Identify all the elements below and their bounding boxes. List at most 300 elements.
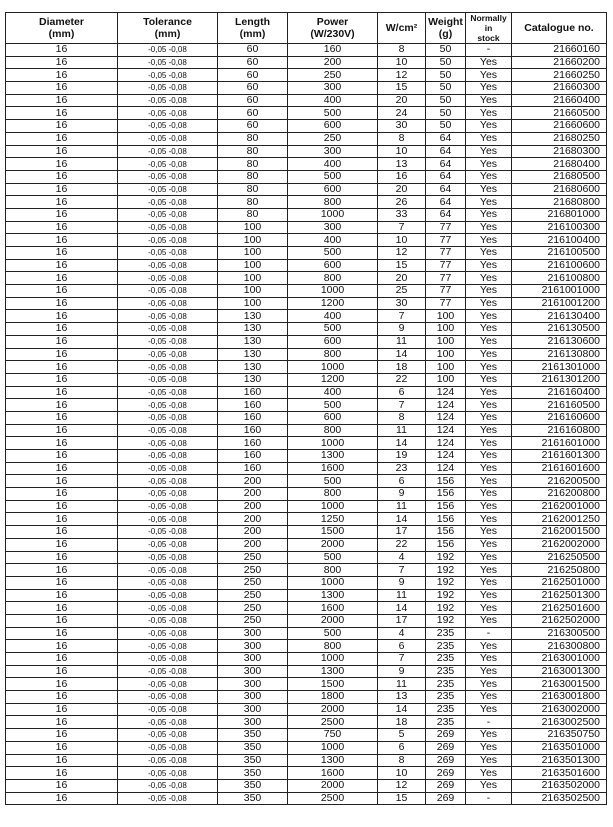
header-stock: Normally in stock	[466, 13, 512, 44]
wcm2-cell: 11	[378, 589, 426, 602]
stock-cell: Yes	[466, 323, 512, 336]
length-cell: 80	[218, 183, 288, 196]
wcm2-cell: 20	[378, 94, 426, 107]
catalogue-cell: 216250800	[512, 564, 607, 577]
tolerance-cell: -0,05 -0,08	[118, 221, 218, 234]
diameter-cell: 16	[6, 69, 118, 82]
length-cell: 300	[218, 665, 288, 678]
stock-cell: Yes	[466, 640, 512, 653]
length-cell: 80	[218, 132, 288, 145]
stock-cell: Yes	[466, 247, 512, 260]
diameter-cell: 16	[6, 665, 118, 678]
wcm2-cell: 12	[378, 247, 426, 260]
header-weight: Weight (g)	[426, 13, 466, 44]
tolerance-cell: -0,05 -0,08	[118, 640, 218, 653]
stock-cell: Yes	[466, 69, 512, 82]
stock-cell: Yes	[466, 107, 512, 120]
table-row	[6, 170, 607, 183]
stock-cell: Yes	[466, 399, 512, 412]
power-cell: 600	[288, 259, 378, 272]
table-row	[6, 475, 607, 488]
tolerance-cell: -0,05 -0,08	[118, 653, 218, 666]
catalogue-cell: 216200500	[512, 475, 607, 488]
diameter-cell: 16	[6, 323, 118, 336]
wcm2-cell: 6	[378, 475, 426, 488]
wcm2-cell: 7	[378, 399, 426, 412]
tolerance-cell: -0,05 -0,08	[118, 627, 218, 640]
table-row	[6, 627, 607, 640]
power-cell: 500	[288, 551, 378, 564]
length-cell: 200	[218, 488, 288, 501]
weight-cell: 124	[426, 386, 466, 399]
catalogue-cell: 21680800	[512, 196, 607, 209]
tolerance-cell: -0,05 -0,08	[118, 488, 218, 501]
catalogue-cell: 21660300	[512, 82, 607, 95]
tolerance-cell: -0,05 -0,08	[118, 703, 218, 716]
wcm2-cell: 22	[378, 538, 426, 551]
wcm2-cell: 17	[378, 614, 426, 627]
weight-cell: 156	[426, 538, 466, 551]
length-cell: 100	[218, 234, 288, 247]
catalogue-cell: 216160600	[512, 411, 607, 424]
length-cell: 350	[218, 767, 288, 780]
catalogue-cell: 2163002000	[512, 703, 607, 716]
header-tolerance: Tolerance (mm)	[118, 13, 218, 44]
length-cell: 300	[218, 703, 288, 716]
header-power: Power (W/230V)	[288, 13, 378, 44]
stock-cell: -	[466, 44, 512, 57]
table-row	[6, 221, 607, 234]
table-row	[6, 196, 607, 209]
power-cell: 400	[288, 94, 378, 107]
catalogue-cell: 21660600	[512, 120, 607, 133]
diameter-cell: 16	[6, 183, 118, 196]
power-cell: 500	[288, 170, 378, 183]
power-cell: 1200	[288, 297, 378, 310]
weight-cell: 156	[426, 500, 466, 513]
catalogue-cell: 21680600	[512, 183, 607, 196]
length-cell: 80	[218, 158, 288, 171]
tolerance-cell: -0,05 -0,08	[118, 323, 218, 336]
length-cell: 60	[218, 94, 288, 107]
diameter-cell: 16	[6, 551, 118, 564]
diameter-cell: 16	[6, 589, 118, 602]
catalogue-cell: 2163501300	[512, 754, 607, 767]
power-cell: 500	[288, 627, 378, 640]
table-row	[6, 513, 607, 526]
diameter-cell: 16	[6, 399, 118, 412]
stock-cell: Yes	[466, 653, 512, 666]
stock-cell: Yes	[466, 310, 512, 323]
weight-cell: 77	[426, 221, 466, 234]
catalogue-cell: 2162501000	[512, 576, 607, 589]
wcm2-cell: 4	[378, 551, 426, 564]
weight-cell: 64	[426, 170, 466, 183]
length-cell: 100	[218, 285, 288, 298]
catalogue-cell: 2162001000	[512, 500, 607, 513]
length-cell: 300	[218, 627, 288, 640]
diameter-cell: 16	[6, 132, 118, 145]
table-row	[6, 272, 607, 285]
header-row	[6, 13, 607, 44]
weight-cell: 192	[426, 576, 466, 589]
tolerance-cell: -0,05 -0,08	[118, 285, 218, 298]
weight-cell: 124	[426, 411, 466, 424]
weight-cell: 269	[426, 741, 466, 754]
diameter-cell: 16	[6, 437, 118, 450]
tolerance-cell: -0,05 -0,08	[118, 69, 218, 82]
weight-cell: 235	[426, 716, 466, 729]
table-row	[6, 399, 607, 412]
weight-cell: 77	[426, 297, 466, 310]
tolerance-cell: -0,05 -0,08	[118, 234, 218, 247]
table-row	[6, 653, 607, 666]
stock-cell: Yes	[466, 779, 512, 792]
length-cell: 80	[218, 208, 288, 221]
catalogue-cell: 2163002500	[512, 716, 607, 729]
wcm2-cell: 18	[378, 361, 426, 374]
power-cell: 2500	[288, 716, 378, 729]
wcm2-cell: 22	[378, 373, 426, 386]
table-row	[6, 247, 607, 260]
diameter-cell: 16	[6, 538, 118, 551]
length-cell: 200	[218, 475, 288, 488]
stock-cell: Yes	[466, 183, 512, 196]
length-cell: 350	[218, 779, 288, 792]
tolerance-cell: -0,05 -0,08	[118, 792, 218, 805]
power-cell: 250	[288, 69, 378, 82]
power-cell: 2000	[288, 614, 378, 627]
tolerance-cell: -0,05 -0,08	[118, 247, 218, 260]
diameter-cell: 16	[6, 411, 118, 424]
catalogue-cell: 216100400	[512, 234, 607, 247]
diameter-cell: 16	[6, 145, 118, 158]
catalogue-cell: 21660250	[512, 69, 607, 82]
table-row	[6, 678, 607, 691]
weight-cell: 64	[426, 208, 466, 221]
tolerance-cell: -0,05 -0,08	[118, 729, 218, 742]
length-cell: 160	[218, 462, 288, 475]
tolerance-cell: -0,05 -0,08	[118, 82, 218, 95]
table-row	[6, 297, 607, 310]
weight-cell: 100	[426, 310, 466, 323]
weight-cell: 156	[426, 488, 466, 501]
diameter-cell: 16	[6, 526, 118, 539]
table-row	[6, 158, 607, 171]
diameter-cell: 16	[6, 361, 118, 374]
stock-cell: Yes	[466, 259, 512, 272]
stock-cell: Yes	[466, 437, 512, 450]
table-row	[6, 183, 607, 196]
diameter-cell: 16	[6, 729, 118, 742]
length-cell: 160	[218, 450, 288, 463]
power-cell: 300	[288, 145, 378, 158]
catalogue-cell: 21680500	[512, 170, 607, 183]
weight-cell: 100	[426, 373, 466, 386]
power-cell: 200	[288, 56, 378, 69]
length-cell: 250	[218, 614, 288, 627]
stock-cell: Yes	[466, 373, 512, 386]
weight-cell: 50	[426, 56, 466, 69]
weight-cell: 100	[426, 323, 466, 336]
wcm2-cell: 10	[378, 145, 426, 158]
header-length: Length (mm)	[218, 13, 288, 44]
length-cell: 160	[218, 424, 288, 437]
power-cell: 500	[288, 107, 378, 120]
catalogue-cell: 216100500	[512, 247, 607, 260]
power-cell: 800	[288, 348, 378, 361]
wcm2-cell: 30	[378, 120, 426, 133]
tolerance-cell: -0,05 -0,08	[118, 538, 218, 551]
weight-cell: 124	[426, 450, 466, 463]
tolerance-cell: -0,05 -0,08	[118, 56, 218, 69]
table-row	[6, 754, 607, 767]
catalogue-cell: 2161601600	[512, 462, 607, 475]
weight-cell: 235	[426, 627, 466, 640]
weight-cell: 156	[426, 513, 466, 526]
catalogue-cell: 216300500	[512, 627, 607, 640]
power-cell: 400	[288, 234, 378, 247]
wcm2-cell: 10	[378, 767, 426, 780]
catalogue-cell: 2163501600	[512, 767, 607, 780]
diameter-cell: 16	[6, 386, 118, 399]
stock-cell: Yes	[466, 513, 512, 526]
stock-cell: Yes	[466, 386, 512, 399]
table-row	[6, 120, 607, 133]
weight-cell: 100	[426, 348, 466, 361]
length-cell: 80	[218, 196, 288, 209]
catalogue-cell: 216200800	[512, 488, 607, 501]
stock-cell: Yes	[466, 526, 512, 539]
stock-cell: Yes	[466, 132, 512, 145]
diameter-cell: 16	[6, 373, 118, 386]
table-row	[6, 741, 607, 754]
stock-cell: Yes	[466, 551, 512, 564]
table-row	[6, 335, 607, 348]
weight-cell: 235	[426, 678, 466, 691]
table-row	[6, 602, 607, 615]
power-cell: 500	[288, 247, 378, 260]
catalogue-cell: 216100800	[512, 272, 607, 285]
stock-cell: Yes	[466, 285, 512, 298]
table-row	[6, 44, 607, 57]
power-cell: 1600	[288, 767, 378, 780]
wcm2-cell: 14	[378, 348, 426, 361]
wcm2-cell: 11	[378, 678, 426, 691]
tolerance-cell: -0,05 -0,08	[118, 500, 218, 513]
catalogue-cell: 216130400	[512, 310, 607, 323]
power-cell: 2000	[288, 703, 378, 716]
length-cell: 100	[218, 221, 288, 234]
diameter-cell: 16	[6, 754, 118, 767]
wcm2-cell: 8	[378, 132, 426, 145]
stock-cell: Yes	[466, 450, 512, 463]
catalogue-cell: 216300800	[512, 640, 607, 653]
weight-cell: 124	[426, 424, 466, 437]
wcm2-cell: 9	[378, 488, 426, 501]
table-row	[6, 56, 607, 69]
catalogue-cell: 21680300	[512, 145, 607, 158]
table-row	[6, 82, 607, 95]
length-cell: 80	[218, 170, 288, 183]
length-cell: 250	[218, 551, 288, 564]
catalogue-cell: 216250500	[512, 551, 607, 564]
diameter-cell: 16	[6, 627, 118, 640]
table-row	[6, 779, 607, 792]
table-row	[6, 107, 607, 120]
tolerance-cell: -0,05 -0,08	[118, 145, 218, 158]
weight-cell: 124	[426, 462, 466, 475]
power-cell: 1300	[288, 450, 378, 463]
diameter-cell: 16	[6, 107, 118, 120]
tolerance-cell: -0,05 -0,08	[118, 576, 218, 589]
table-row	[6, 259, 607, 272]
diameter-cell: 16	[6, 56, 118, 69]
power-cell: 1000	[288, 741, 378, 754]
power-cell: 800	[288, 640, 378, 653]
stock-cell: Yes	[466, 335, 512, 348]
power-cell: 1250	[288, 513, 378, 526]
tolerance-cell: -0,05 -0,08	[118, 335, 218, 348]
stock-cell: Yes	[466, 691, 512, 704]
wcm2-cell: 14	[378, 703, 426, 716]
weight-cell: 192	[426, 551, 466, 564]
tolerance-cell: -0,05 -0,08	[118, 526, 218, 539]
catalogue-cell: 2162001250	[512, 513, 607, 526]
power-cell: 1000	[288, 361, 378, 374]
tolerance-cell: -0,05 -0,08	[118, 678, 218, 691]
catalogue-cell: 21660160	[512, 44, 607, 57]
length-cell: 60	[218, 120, 288, 133]
length-cell: 160	[218, 399, 288, 412]
table-row	[6, 69, 607, 82]
tolerance-cell: -0,05 -0,08	[118, 513, 218, 526]
tolerance-cell: -0,05 -0,08	[118, 589, 218, 602]
table-row	[6, 665, 607, 678]
diameter-cell: 16	[6, 462, 118, 475]
stock-cell: Yes	[466, 576, 512, 589]
length-cell: 300	[218, 678, 288, 691]
diameter-cell: 16	[6, 741, 118, 754]
length-cell: 350	[218, 754, 288, 767]
stock-cell: -	[466, 627, 512, 640]
wcm2-cell: 17	[378, 526, 426, 539]
weight-cell: 50	[426, 44, 466, 57]
power-cell: 800	[288, 564, 378, 577]
wcm2-cell: 19	[378, 450, 426, 463]
length-cell: 300	[218, 716, 288, 729]
tolerance-cell: -0,05 -0,08	[118, 437, 218, 450]
wcm2-cell: 7	[378, 653, 426, 666]
catalogue-cell: 2161601000	[512, 437, 607, 450]
catalogue-cell: 2161001200	[512, 297, 607, 310]
catalogue-cell: 21660500	[512, 107, 607, 120]
table-row	[6, 386, 607, 399]
tolerance-cell: -0,05 -0,08	[118, 716, 218, 729]
catalogue-cell: 216130500	[512, 323, 607, 336]
tolerance-cell: -0,05 -0,08	[118, 475, 218, 488]
length-cell: 300	[218, 640, 288, 653]
diameter-cell: 16	[6, 158, 118, 171]
tolerance-cell: -0,05 -0,08	[118, 741, 218, 754]
stock-cell: Yes	[466, 564, 512, 577]
wcm2-cell: 14	[378, 437, 426, 450]
power-cell: 250	[288, 132, 378, 145]
table-row	[6, 361, 607, 374]
table-row	[6, 500, 607, 513]
stock-cell: Yes	[466, 297, 512, 310]
diameter-cell: 16	[6, 424, 118, 437]
wcm2-cell: 9	[378, 323, 426, 336]
table-row	[6, 285, 607, 298]
stock-cell: Yes	[466, 272, 512, 285]
wcm2-cell: 25	[378, 285, 426, 298]
weight-cell: 235	[426, 653, 466, 666]
power-cell: 2000	[288, 538, 378, 551]
table-row	[6, 132, 607, 145]
weight-cell: 77	[426, 285, 466, 298]
catalogue-cell: 2161001000	[512, 285, 607, 298]
length-cell: 60	[218, 69, 288, 82]
catalogue-cell: 216160500	[512, 399, 607, 412]
table-row	[6, 488, 607, 501]
length-cell: 130	[218, 323, 288, 336]
table-row	[6, 564, 607, 577]
catalogue-cell: 21680400	[512, 158, 607, 171]
diameter-cell: 16	[6, 272, 118, 285]
table-row	[6, 576, 607, 589]
tolerance-cell: -0,05 -0,08	[118, 310, 218, 323]
heater-specification-table	[5, 12, 607, 805]
weight-cell: 192	[426, 564, 466, 577]
weight-cell: 269	[426, 792, 466, 805]
tolerance-cell: -0,05 -0,08	[118, 259, 218, 272]
wcm2-cell: 5	[378, 729, 426, 742]
wcm2-cell: 26	[378, 196, 426, 209]
table-row	[6, 437, 607, 450]
stock-cell: Yes	[466, 56, 512, 69]
wcm2-cell: 24	[378, 107, 426, 120]
tolerance-cell: -0,05 -0,08	[118, 386, 218, 399]
length-cell: 350	[218, 729, 288, 742]
diameter-cell: 16	[6, 450, 118, 463]
length-cell: 160	[218, 437, 288, 450]
length-cell: 160	[218, 386, 288, 399]
power-cell: 1000	[288, 208, 378, 221]
tolerance-cell: -0,05 -0,08	[118, 132, 218, 145]
catalogue-cell: 21660400	[512, 94, 607, 107]
length-cell: 160	[218, 411, 288, 424]
table-row	[6, 323, 607, 336]
weight-cell: 156	[426, 475, 466, 488]
catalogue-cell: 2162501300	[512, 589, 607, 602]
diameter-cell: 16	[6, 691, 118, 704]
table-row	[6, 640, 607, 653]
diameter-cell: 16	[6, 488, 118, 501]
wcm2-cell: 13	[378, 691, 426, 704]
catalogue-cell: 2163502000	[512, 779, 607, 792]
tolerance-cell: -0,05 -0,08	[118, 411, 218, 424]
table-row	[6, 551, 607, 564]
stock-cell: Yes	[466, 145, 512, 158]
power-cell: 1500	[288, 678, 378, 691]
power-cell: 1000	[288, 576, 378, 589]
weight-cell: 192	[426, 589, 466, 602]
diameter-cell: 16	[6, 564, 118, 577]
weight-cell: 77	[426, 259, 466, 272]
power-cell: 800	[288, 488, 378, 501]
stock-cell: Yes	[466, 703, 512, 716]
